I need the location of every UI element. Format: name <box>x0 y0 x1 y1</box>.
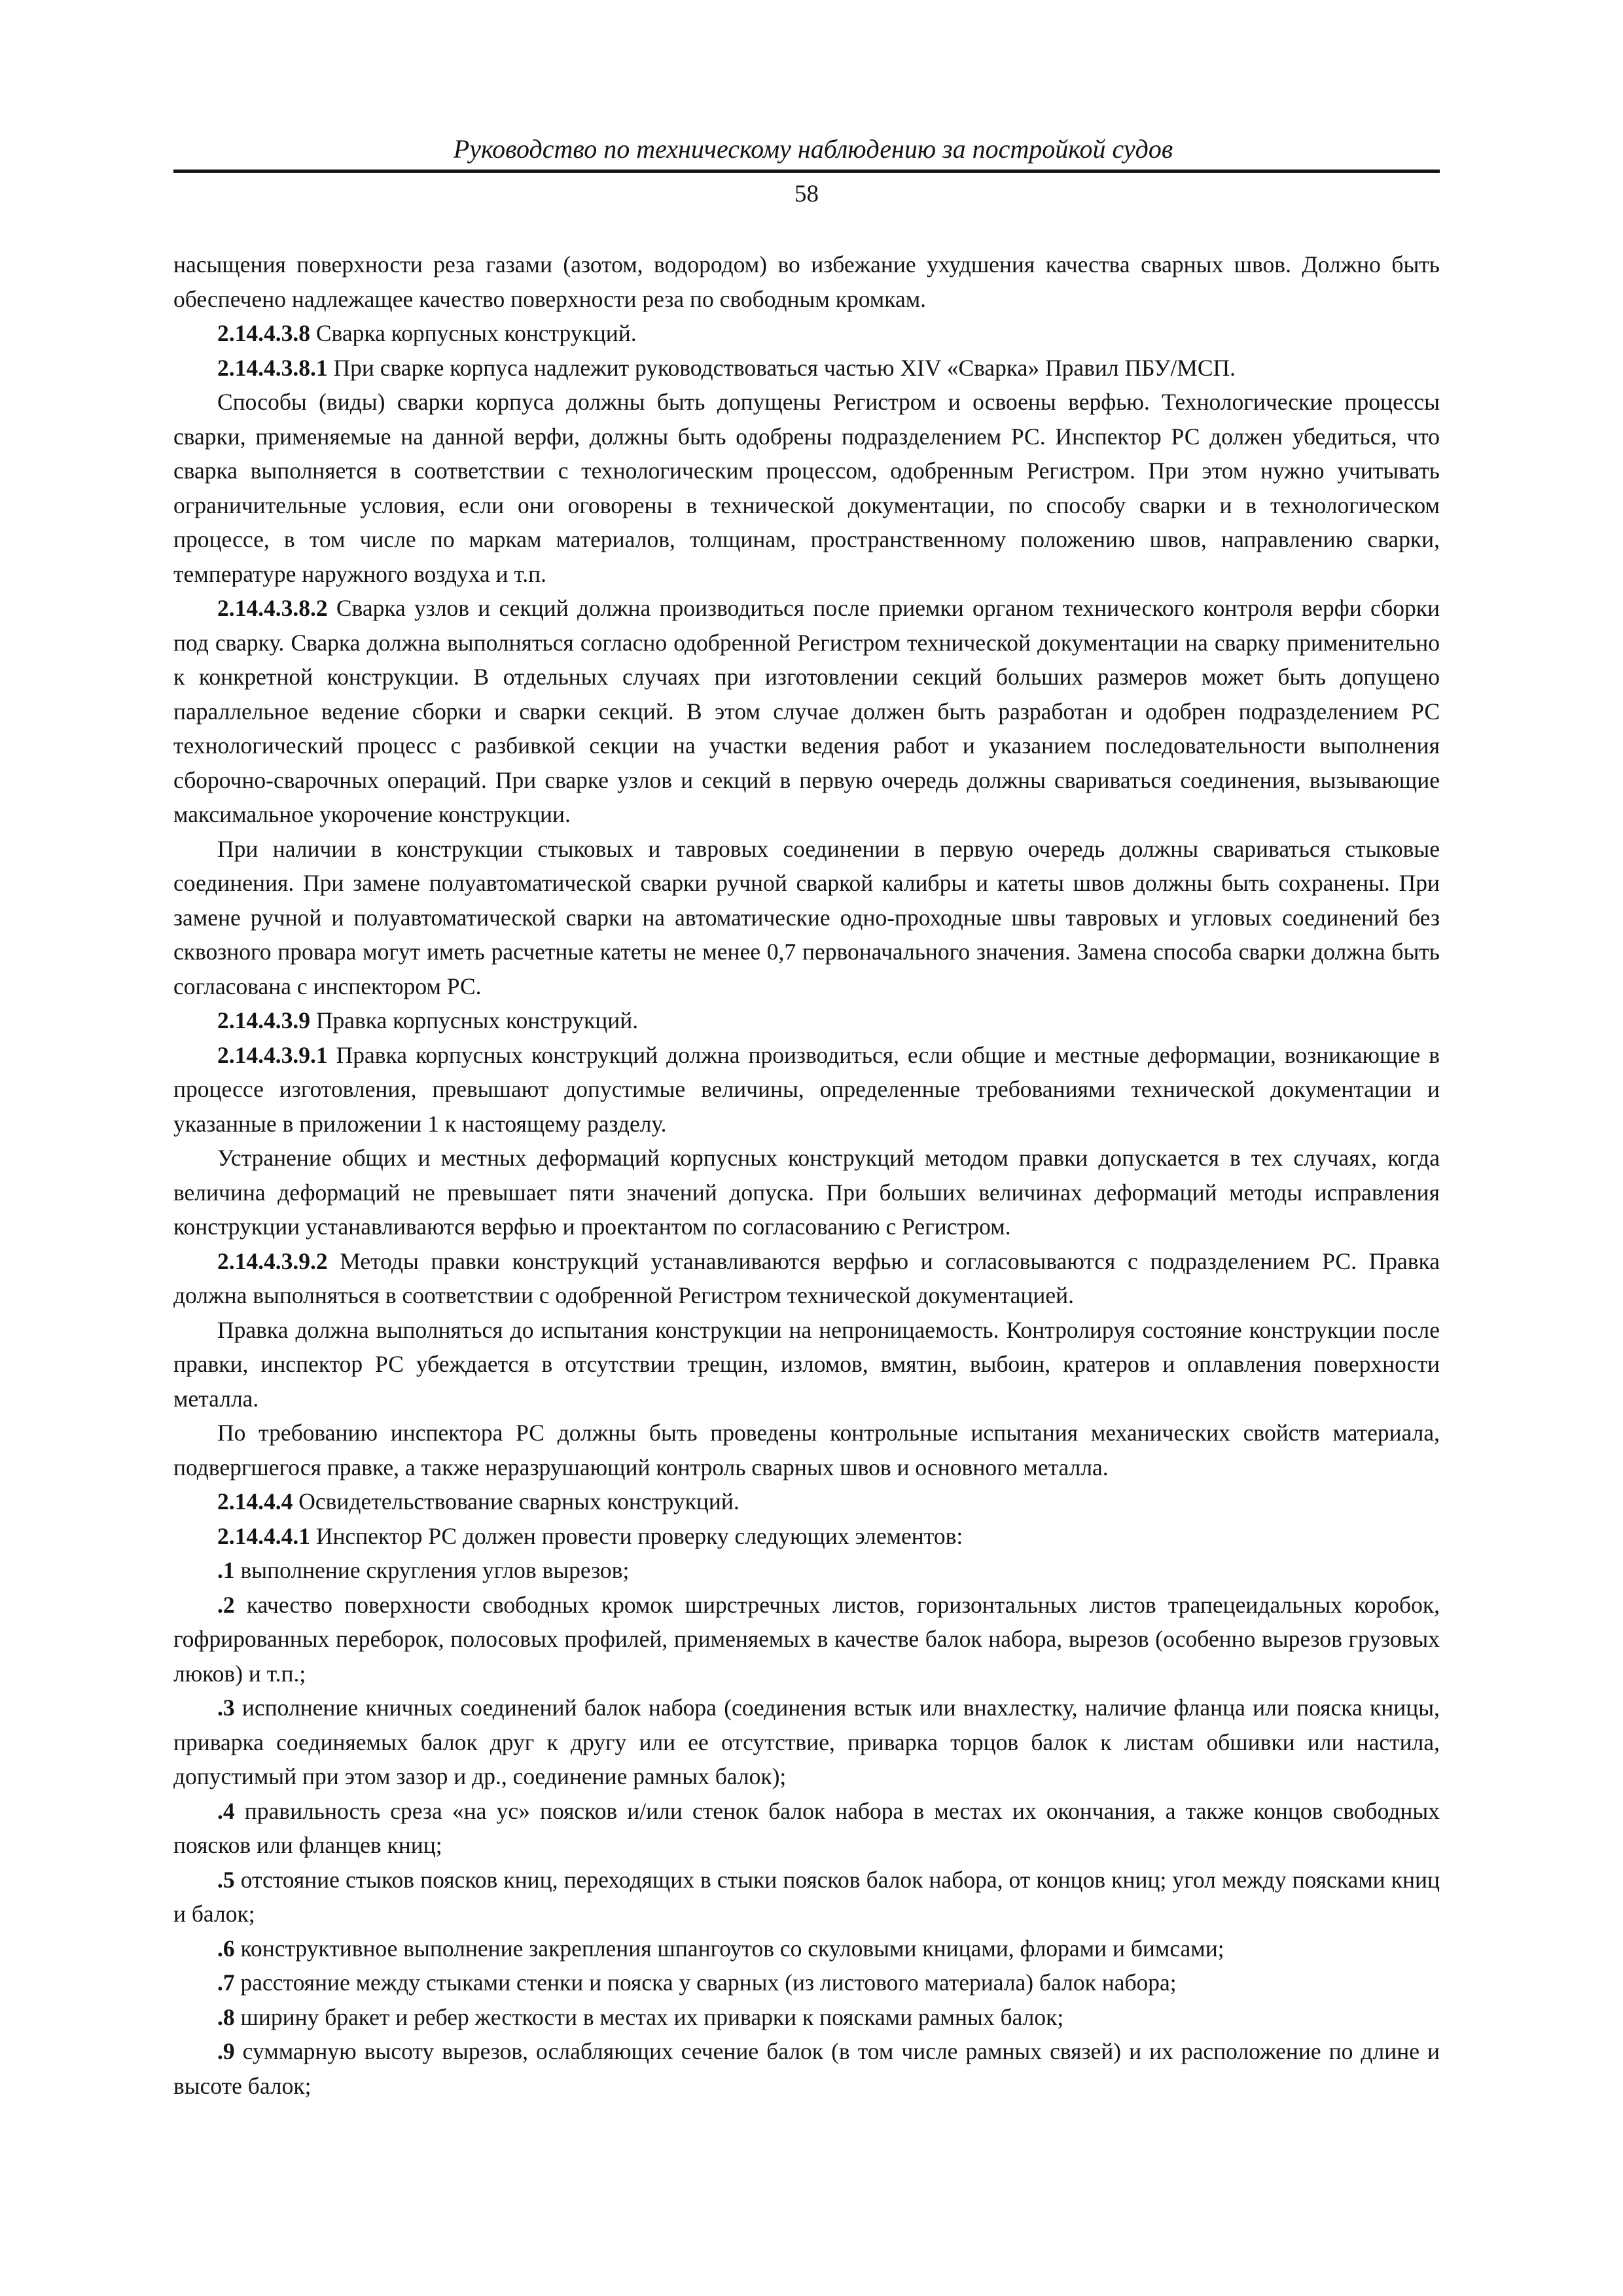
paragraph <box>173 1484 1440 1519</box>
paragraph-text: Сварка корпусных конструкций. <box>310 320 637 346</box>
list-item-text: ширину бракет и ребер жесткости в местах их приварки к поясками рамных балок; <box>234 2003 1064 2030</box>
list-number: .8 <box>217 2003 235 2030</box>
page-number: 58 <box>794 181 819 207</box>
list-item <box>173 1588 1440 1691</box>
header-rule <box>173 170 1440 173</box>
paragraph <box>173 1038 1440 1141</box>
paragraph <box>173 385 1440 591</box>
paragraph-text: Правка корпусных конструкций должна производиться, если общие и местные деформации, возникающие в процессе изготовления, превышают допустимые величины, определенные требованиями технической документации и указанные в приложении 1 к настоящему разделу. <box>173 1041 1440 1137</box>
paragraph <box>173 1313 1440 1416</box>
body-text <box>173 247 1440 2103</box>
section-number: 2.14.4.3.8 <box>217 320 310 346</box>
paragraph-text: Правка корпусных конструкций. <box>310 1007 639 1033</box>
list-item-text: выполнение скругления углов вырезов; <box>234 1557 630 1583</box>
paragraph-text: Сварка узлов и секций должна производиться после приемки органом технического контроля верфи сборки под сварку. Сварка должна выполняться согласно одобренной Регистром технической документации на сварку применительно к конкретной конструкции. В отдельных случаях при изготовлении секций больших размеров может быть допущено параллельное ведение сборки и сварки секций. В этом случае должен быть разработан и одобрен подразделением РС технологический процесс с разбивкой секции на участки ведения работ и указанием последовательности выполнения сборочно-сварочных операций. При сварке узлов и секций в первую очередь должны свариваться соединения, вызывающие максимальное укорочение конструкции. <box>173 595 1440 827</box>
paragraph-text: Устранение общих и местных деформаций корпусных конструкций методом правки допускается в тех случаях, когда величина деформаций не превышает пяти значений допуска. При больших величинах деформаций методы исправления конструкции устанавливаются верфью и проектантом по согласованию с Регистром. <box>173 1145 1440 1240</box>
list-number: .2 <box>217 1591 235 1618</box>
list-number: .9 <box>217 2038 235 2064</box>
paragraph <box>173 1416 1440 1484</box>
list-item-text: качество поверхности свободных кромок ширстречных листов, горизонтальных листов трапецеидальных коробок, гофрированных переборок, полосовых профилей, применяемых в качестве балок набора, вырезов (особенно вырезов грузовых люков) и т.п.; <box>173 1591 1440 1687</box>
paragraph-text: Методы правки конструкций устанавливаются верфью и согласовываются с подразделением РС. Правка должна выполняться в соответствии с одобренной Регистром технической документацией. <box>173 1247 1440 1308</box>
paragraph <box>173 1519 1440 1554</box>
list-item-text: правильность среза «на ус» поясков и/или стенок балок набора в местах их окончания, а также концов свободных поясков или фланцев книц; <box>173 1797 1440 1858</box>
section-number: 2.14.4.3.8.1 <box>217 354 328 381</box>
section-number: 2.14.4.3.8.2 <box>217 595 328 621</box>
paragraph <box>173 591 1440 832</box>
paragraph-text: насыщения поверхности реза газами (азотом, водородом) во избежание ухудшения качества сварных швов. Должно быть обеспечено надлежащее качество поверхности реза по свободным кромкам. <box>173 251 1440 312</box>
paragraph-text: По требованию инспектора РС должны быть проведены контрольные испытания механических свойств материала, подвергшегося правке, а также неразрушающий контроль сварных швов и основного металла. <box>173 1420 1440 1480</box>
list-item <box>173 1691 1440 1794</box>
paragraph-text: Правка должна выполняться до испытания конструкции на непроницаемость. Контролируя состояние конструкции после правки, инспектор РС убеждается в отсутствии трещин, изломов, вмятин, выбоин, кратеров и оплавления поверхности металла. <box>173 1316 1440 1412</box>
paragraph <box>173 1003 1440 1038</box>
list-number: .4 <box>217 1797 235 1824</box>
paragraph-text: Инспектор РС должен провести проверку следующих элементов: <box>310 1522 963 1549</box>
paragraph <box>173 832 1440 1004</box>
list-number: .6 <box>217 1935 235 1962</box>
paragraph <box>173 1141 1440 1244</box>
list-item-text: исполнение кничных соединений балок набора (соединения встык или внахлестку, наличие фланца или пояска кницы, приварка соединяемых балок друг к другу или ее отсутствие, приварка торцов балок к листам обшивки или настила, допустимый при этом зазор и др., соединение рамных балок); <box>173 1695 1440 1789</box>
section-number: 2.14.4.3.9.2 <box>217 1247 328 1274</box>
section-number: 2.14.4.3.9 <box>217 1007 310 1033</box>
list-item <box>173 2000 1440 2035</box>
paragraph <box>173 1244 1440 1313</box>
paragraph-text: Освидетельствование сварных конструкций. <box>293 1488 740 1515</box>
list-item <box>173 1931 1440 1966</box>
list-item-text: суммарную высоту вырезов, ослабляющих сечение балок (в том числе рамных связей) и их расположение по длине и высоте балок; <box>173 2038 1440 2099</box>
running-title: Руководство по техническому наблюдению за постройкой судов <box>453 134 1173 164</box>
list-item <box>173 1965 1440 2000</box>
list-item-text: конструктивное выполнение закрепления шпангоутов со скуловыми кницами, флорами и бимсами; <box>234 1935 1224 1962</box>
list-item <box>173 1863 1440 1931</box>
paragraph <box>173 247 1440 316</box>
list-number: .1 <box>217 1557 235 1583</box>
section-number: 2.14.4.4.1 <box>217 1522 310 1549</box>
list-number: .7 <box>217 1969 235 1996</box>
list-number: .3 <box>217 1695 235 1721</box>
list-item <box>173 2034 1440 2103</box>
paragraph <box>173 316 1440 351</box>
paragraph <box>173 351 1440 386</box>
paragraph-text: При сварке корпуса надлежит руководствоваться частью XIV «Сварка» Правил ПБУ/МСП. <box>327 354 1236 381</box>
paragraph-text: При наличии в конструкции стыковых и тавровых соединении в первую очередь должны свариваться стыковые соединения. При замене полуавтоматической сварки ручной сваркой калибры и катеты швов должны быть сохранены. При замене ручной и полуавтоматической сварки на автоматические одно-проходные швы тавровых и угловых соединений без сквозного провара могут иметь расчетные катеты не менее 0,7 первоначального значения. Замена способа сварки должна быть согласована с инспектором РС. <box>173 835 1440 999</box>
section-number: 2.14.4.3.9.1 <box>217 1041 328 1068</box>
list-item <box>173 1794 1440 1863</box>
list-item-text: отстояние стыков поясков книц, переходящих в стыки поясков балок набора, от концов книц; угол между поясками книц и балок; <box>173 1866 1440 1927</box>
section-number: 2.14.4.4 <box>217 1488 293 1515</box>
list-item-text: расстояние между стыками стенки и пояска у сварных (из листового материала) балок набора; <box>234 1969 1177 1996</box>
list-number: .5 <box>217 1866 235 1893</box>
paragraph-text: Способы (виды) сварки корпуса должны быть допущены Регистром и освоены верфью. Технологические процессы сварки, применяемые на данной верфи, должны быть одобрены подразделением РС. Инспектор РС должен убедиться, что сварка выполняется в соответствии с технологическим процессом, одобренным Регистром. При этом нужно учитывать ограничительные условия, если они оговорены в технической документации, по способу сварки и в технологическом процессе, в том числе по маркам материалов, толщинам, пространственному положению швов, направлению сварки, температуре наружного воздуха и т.п. <box>173 389 1440 587</box>
list-item <box>173 1553 1440 1588</box>
